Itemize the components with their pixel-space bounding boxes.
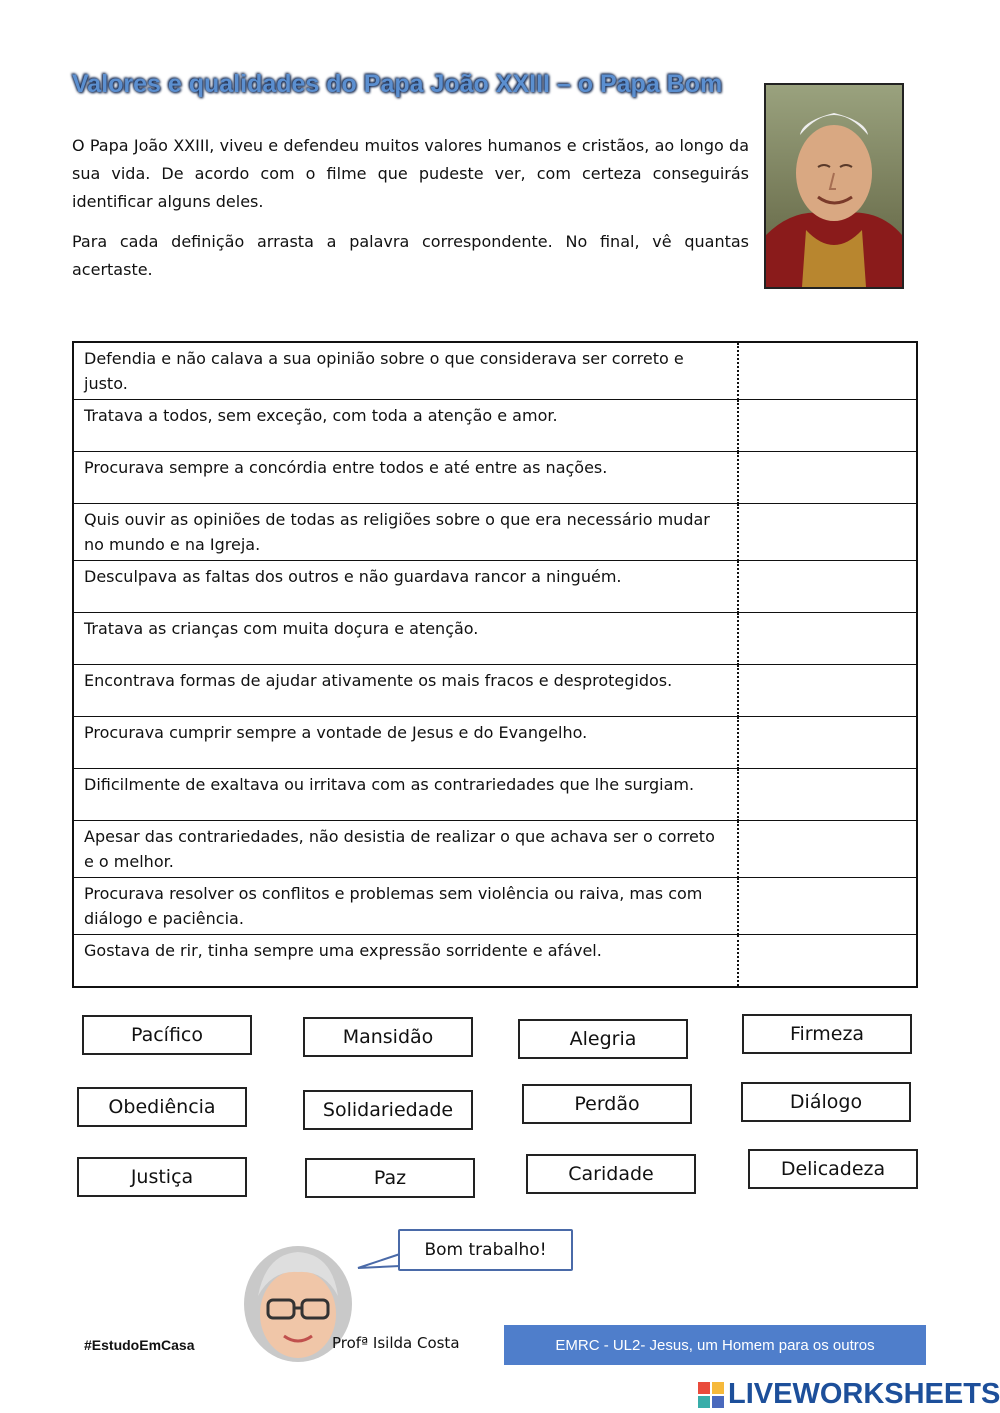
intro-paragraph-2: Para cada definição arrasta a palavra correspondente. No final, vê quantas acertaste.: [72, 232, 749, 279]
answer-drop-zone[interactable]: [738, 400, 917, 452]
speech-bubble-tail: [356, 1252, 402, 1272]
answer-drop-zone[interactable]: [738, 717, 917, 769]
word-tile-justica[interactable]: Justiça: [77, 1157, 247, 1197]
definition-text: Apesar das contrariedades, não desistia de realizar o que achava ser o correto e o melhor.: [73, 821, 738, 878]
definition-text: Desculpava as faltas dos outros e não guardava rancor a ninguém.: [73, 561, 738, 613]
word-tile-obediencia[interactable]: Obediência: [77, 1087, 247, 1127]
intro-paragraph-1: O Papa João XXIII, viveu e defendeu muitos valores humanos e cristãos, ao longo da sua vida. De acordo com o filme que pudeste ver, com certeza conseguirás identificar alguns deles.: [72, 136, 749, 211]
definitions-table: [72, 341, 918, 988]
table-row: [73, 342, 917, 400]
word-tile-alegria[interactable]: Alegria: [518, 1019, 688, 1059]
answer-drop-zone[interactable]: [738, 935, 917, 987]
word-tile-firmeza[interactable]: Firmeza: [742, 1014, 912, 1054]
table-row: [73, 400, 917, 452]
table-row: [73, 821, 917, 878]
definition-text: Gostava de rir, tinha sempre uma expressão sorridente e afável.: [73, 935, 738, 987]
answer-drop-zone[interactable]: [738, 342, 917, 400]
answer-drop-zone[interactable]: [738, 452, 917, 504]
table-row: [73, 452, 917, 504]
speech-bubble: Bom trabalho!: [398, 1229, 573, 1271]
word-tile-paz[interactable]: Paz: [305, 1158, 475, 1198]
definition-text: Procurava sempre a concórdia entre todos e até entre as nações.: [73, 452, 738, 504]
liveworksheets-brand: LIVEWORKSHEETS: [728, 1378, 1000, 1410]
definition-text: Quis ouvir as opiniões de todas as religiões sobre o que era necessário mudar no mundo e na Igreja.: [73, 504, 738, 561]
answer-drop-zone[interactable]: [738, 878, 917, 935]
answer-drop-zone[interactable]: [738, 561, 917, 613]
table-row: [73, 504, 917, 561]
liveworksheets-logo-icon: [698, 1382, 724, 1408]
hashtag: #EstudoEmCasa: [84, 1337, 195, 1353]
answer-drop-zone[interactable]: [738, 769, 917, 821]
table-row: [73, 769, 917, 821]
definition-text: Tratava a todos, sem exceção, com toda a atenção e amor.: [73, 400, 738, 452]
course-banner: EMRC - UL2- Jesus, um Homem para os outros: [504, 1325, 926, 1365]
definition-text: Tratava as crianças com muita doçura e atenção.: [73, 613, 738, 665]
definition-text: Dificilmente de exaltava ou irritava com as contrariedades que lhe surgiam.: [73, 769, 738, 821]
table-row: [73, 561, 917, 613]
table-row: [73, 878, 917, 935]
definition-text: Procurava cumprir sempre a vontade de Jesus e do Evangelho.: [73, 717, 738, 769]
table-row: [73, 665, 917, 717]
definition-text: Encontrava formas de ajudar ativamente os mais fracos e desprotegidos.: [73, 665, 738, 717]
answer-drop-zone[interactable]: [738, 665, 917, 717]
page-title: Valores e qualidades do Papa João XXIII – o Papa Bom: [72, 70, 723, 98]
answer-drop-zone[interactable]: [738, 613, 917, 665]
answer-drop-zone[interactable]: [738, 821, 917, 878]
pope-portrait: [764, 83, 904, 289]
word-tile-perdao[interactable]: Perdão: [522, 1084, 692, 1124]
word-tile-solidariedade[interactable]: Solidariedade: [303, 1090, 473, 1130]
teacher-name: Profª Isilda Costa: [332, 1334, 460, 1352]
liveworksheets-logo: [698, 1378, 1000, 1411]
word-tile-mansidao[interactable]: Mansidão: [303, 1017, 473, 1057]
table-row: [73, 935, 917, 987]
table-row: [73, 717, 917, 769]
answer-drop-zone[interactable]: [738, 504, 917, 561]
definition-text: Procurava resolver os conflitos e problemas sem violência ou raiva, mas com diálogo e paciência.: [73, 878, 738, 935]
word-tile-dialogo[interactable]: Diálogo: [741, 1082, 911, 1122]
word-tile-delicadeza[interactable]: Delicadeza: [748, 1149, 918, 1189]
word-tile-pacifico[interactable]: Pacífico: [82, 1015, 252, 1055]
definition-text: Defendia e não calava a sua opinião sobre o que considerava ser correto e justo.: [73, 342, 738, 400]
table-row: [73, 613, 917, 665]
word-tile-caridade[interactable]: Caridade: [526, 1154, 696, 1194]
